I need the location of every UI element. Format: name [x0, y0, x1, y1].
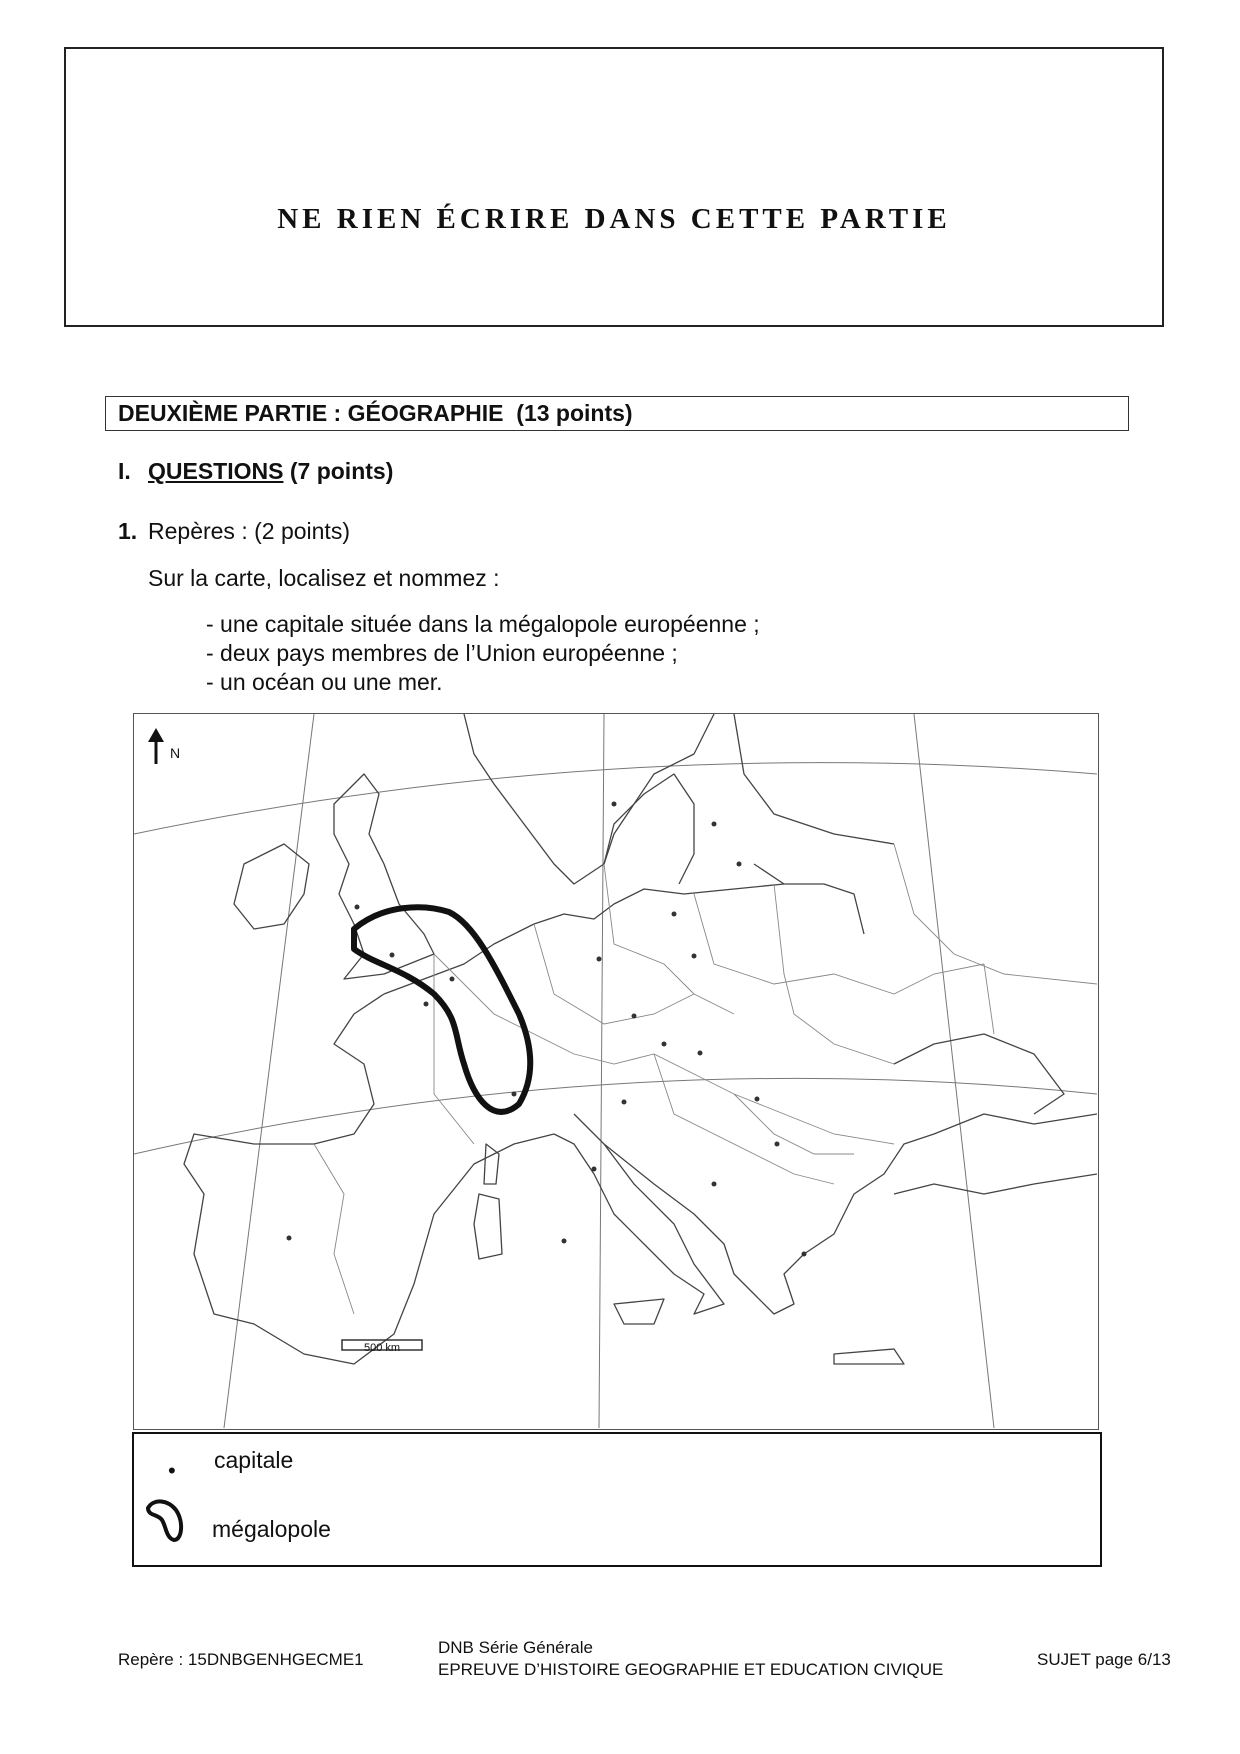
footer-exam-line1: DNB Série Générale: [438, 1638, 593, 1657]
questions-heading: [118, 458, 393, 485]
list-item: - un océan ou une mer.: [206, 669, 443, 695]
question-1-label: Repères : (2 points): [148, 518, 350, 544]
capital-dot: [450, 977, 455, 982]
north-label: N: [170, 745, 181, 761]
graticule: [134, 714, 1097, 1428]
capital-dot: [712, 822, 717, 827]
capital-dot: [592, 1167, 597, 1172]
capitals: [287, 802, 807, 1257]
megalopolis-legend-icon: [144, 1496, 188, 1546]
capital-dot: [737, 862, 742, 867]
europe-map-svg: [134, 714, 1097, 1428]
capital-dot: [692, 954, 697, 959]
megalopolis-outline: [354, 907, 530, 1112]
question-1-number: 1.: [118, 518, 138, 544]
capital-dot: [672, 912, 677, 917]
capital-dot: [562, 1239, 567, 1244]
north-arrow: [148, 728, 180, 764]
megalopolis-legend-label: mégalopole: [212, 1516, 331, 1542]
capital-dot: [712, 1182, 717, 1187]
questions-points: (7 points): [283, 458, 394, 484]
capital-dot: [802, 1252, 807, 1257]
list-item: - deux pays membres de l’Union européenne ;: [206, 640, 678, 666]
coastlines: [184, 714, 1097, 1364]
legend-box: [132, 1432, 1102, 1567]
capital-dot: [612, 802, 617, 807]
capital-dot: [597, 957, 602, 962]
footer-page: SUJET page 6/13: [1037, 1650, 1171, 1669]
footer-reference: Repère : 15DNBGENHGECME1: [118, 1650, 364, 1669]
capital-dot: [698, 1051, 703, 1056]
questions-title: QUESTIONS: [148, 458, 284, 484]
capital-dot: [424, 1002, 429, 1007]
capital-dot: [512, 1092, 517, 1097]
capital-dot: [287, 1236, 292, 1241]
section-title: DEUXIÈME PARTIE : GÉOGRAPHIE (13 points): [105, 396, 1129, 431]
list-item: - une capitale située dans la mégalopole européenne ;: [206, 611, 760, 637]
questions-roman: I.: [118, 458, 131, 484]
question-1-intro: Sur la carte, localisez et nommez :: [148, 565, 500, 591]
footer-exam-line2: EPREUVE D’HISTOIRE GEOGRAPHIE ET EDUCATION CIVIQUE: [438, 1660, 944, 1679]
footer-exam: [438, 1637, 943, 1681]
question-1: [118, 518, 350, 545]
question-1-list: [206, 610, 760, 697]
reserved-notice: NE RIEN ÉCRIRE DANS CETTE PARTIE: [277, 203, 951, 235]
scale-label: 500 km: [363, 1342, 401, 1354]
borders: [314, 844, 1097, 1314]
capital-dot: [662, 1042, 667, 1047]
capital-dot: [775, 1142, 780, 1147]
capital-legend-label: capitale: [214, 1447, 294, 1473]
capital-dot: [355, 905, 360, 910]
capital-dot: [390, 953, 395, 958]
scale-bar: [342, 1340, 422, 1354]
capital-legend-icon: •: [168, 1458, 176, 1483]
capital-dot: [755, 1097, 760, 1102]
reserved-box: [64, 47, 1164, 327]
capital-dot: [632, 1014, 637, 1019]
capital-dot: [622, 1100, 627, 1105]
europe-map: [133, 713, 1099, 1430]
